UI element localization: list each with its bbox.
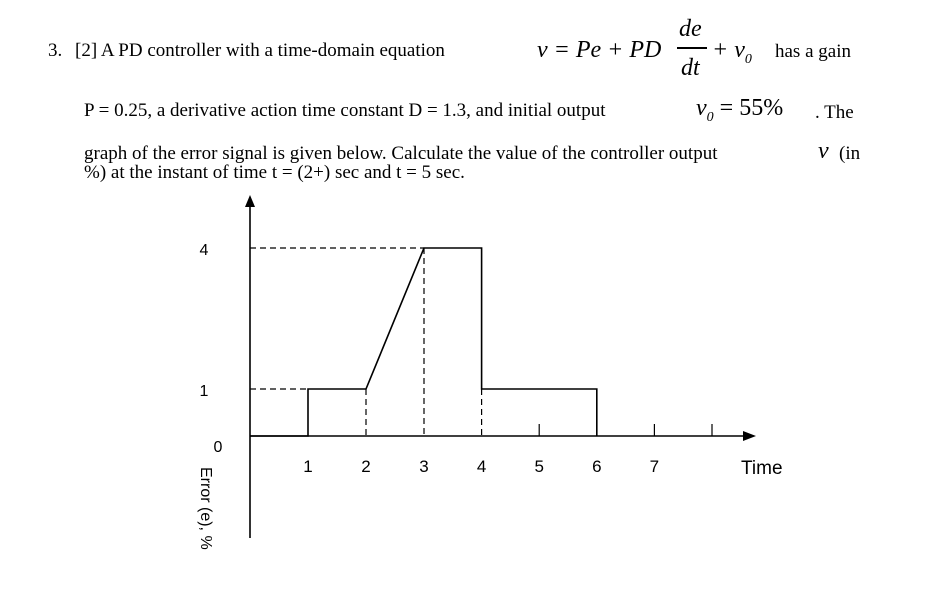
question-line-2: P = 0.25, a derivative action time constant D = 1.3, and initial output [84,100,606,121]
x-axis-label: Time [741,458,783,479]
question-points: [2] [75,40,98,61]
equation-numerator: de [679,16,702,42]
y-tick-label: 0 [213,439,223,456]
y-axis-label: Error (e), % [197,467,214,550]
y-tick-label: 4 [199,242,209,259]
x-tick-label: 3 [419,457,429,476]
x-tick-label: 7 [649,457,660,476]
question-line-1-end: has a gain [775,41,851,62]
y-axis-arrow [245,195,255,207]
x-axis-arrow [743,431,756,441]
x-tick-label: 2 [361,457,371,476]
chart-ticks [200,242,712,476]
equation-denominator: dt [681,55,700,81]
chart-axes [245,195,756,538]
x-tick-label: 6 [592,457,602,476]
question-intro: A PD controller with a time-domain equation [100,40,445,61]
question-line-2-end: . The [815,102,854,123]
x-tick-label: 4 [476,457,487,476]
equation-subscript: 0 [744,51,752,67]
question-line-3: graph of the error signal is given below. Calculate the value of the controller output [84,143,718,164]
x-tick-label: 1 [303,457,313,476]
x-tick-label: 5 [534,457,544,476]
chart-guides [250,248,482,436]
question-line-4: %) at the instant of time t = (2+) sec and t = 5 sec. [84,162,465,183]
initial-output-sub: 0 [706,109,714,125]
equation-lhs: v = Pe + PD [537,37,662,63]
question-line-3-end: (in [839,143,861,164]
question-number: 3. [48,40,63,61]
output-var: v [818,138,829,164]
initial-output-var: v [696,95,707,121]
initial-output-value: = 55% [719,95,784,121]
equation-tail-text: + v [712,37,745,63]
y-tick-label: 1 [199,383,209,400]
